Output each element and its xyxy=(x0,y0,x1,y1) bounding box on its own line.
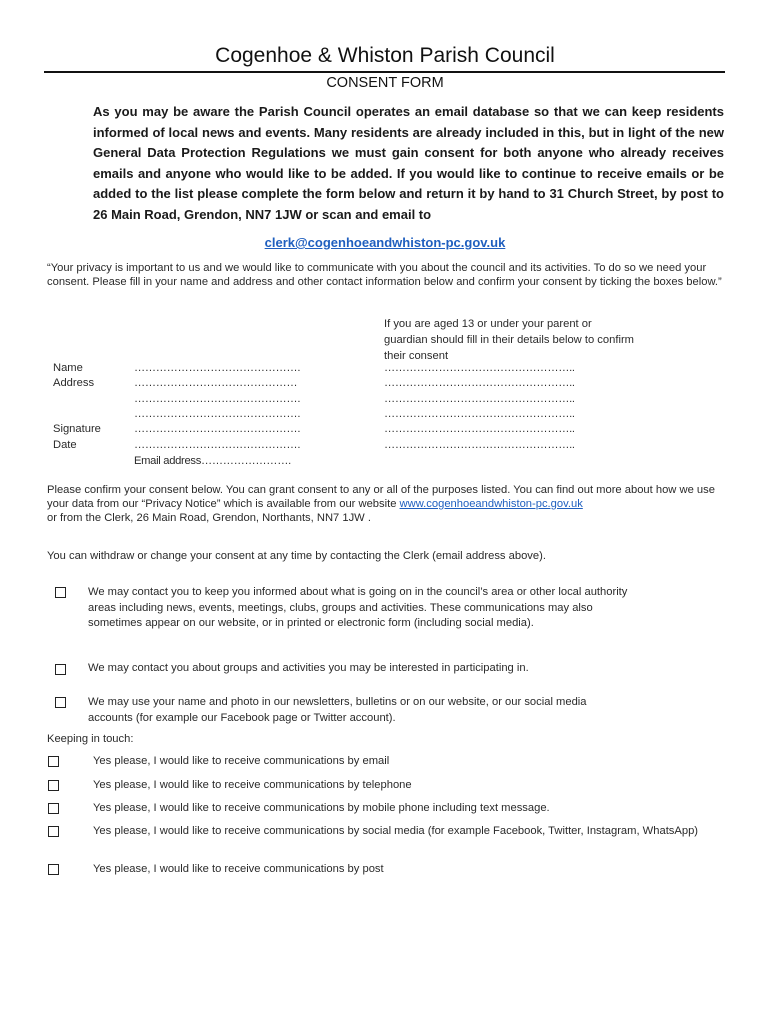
address-field-3[interactable]: ………………………………………. xyxy=(134,408,301,420)
privacy-statement: “Your privacy is important to us and we would like to communicate with you about the council and its activities. To do so we need your consent. Please fill in your name and address and other contact information below and confirm your consent by ticking the boxes below.” xyxy=(47,262,722,288)
comm-option-telephone: Yes please, I would like to receive communications by telephone xyxy=(93,779,412,791)
website-link[interactable]: www.cogenhoeandwhiston-pc.gov.uk xyxy=(399,497,583,510)
signature-field[interactable]: ………………………………………. xyxy=(134,423,301,435)
intro-paragraph: As you may be aware the Parish Council operates an email database so that we can keep residents informed of local news and events. Many residents are already included in this, but in light of the new General Data Protection Regulations we must gain consent for both anyone who already receives emails and anyone who would like to be added. If you would like to continue to receive emails or be added to the list please complete the form below and return it by hand to 31 Church Street, by post to 26 Main Road, Grendon, NN7 1JW or scan and email to xyxy=(93,104,724,222)
consent-checkbox-groups[interactable] xyxy=(55,664,66,675)
confirm-address: or from the Clerk, 26 Main Road, Grendon, Northants, NN7 1JW . xyxy=(47,511,371,524)
consent-checkbox-photo[interactable] xyxy=(55,697,66,708)
address-field-2[interactable]: ………………………………………. xyxy=(134,393,301,405)
address-label: Address xyxy=(53,377,95,389)
title-divider xyxy=(44,71,725,73)
comm-option-post: Yes please, I would like to receive communications by post xyxy=(93,863,384,875)
guardian-address-field-2[interactable]: …………………………………………….. xyxy=(384,393,575,405)
consent-option-groups: We may contact you about groups and activities you may be interested in participating in. xyxy=(88,662,529,674)
guardian-note: If you are aged 13 or under your parent or guardian should fill in their details below to confirm their consent xyxy=(384,318,634,362)
comm-checkbox-post[interactable] xyxy=(48,864,59,875)
guardian-name-field[interactable]: …………………………………………….. xyxy=(384,362,575,374)
consent-option-news: We may contact you to keep you informed about what is going on in the council’s area or other local authority areas including news, events, meetings, clubs, groups and activities. These communications may also sometimes appear on our website, or in printed or electronic form (including social media). xyxy=(88,586,628,629)
withdraw-note: You can withdraw or change your consent at any time by contacting the Clerk (email address above). xyxy=(47,550,546,562)
confirm-paragraph xyxy=(47,484,737,525)
email-address-field[interactable]: Email address……………………. xyxy=(134,455,291,467)
guardian-date-field[interactable]: …………………………………………….. xyxy=(384,439,575,451)
guardian-signature-field[interactable]: …………………………………………….. xyxy=(384,423,575,435)
form-subtitle: CONSENT FORM xyxy=(326,75,444,91)
name-label: Name xyxy=(53,362,83,374)
comm-option-email: Yes please, I would like to receive communications by email xyxy=(93,755,390,767)
confirm-text: Please confirm your consent below. You can grant consent to any or all of the purposes listed. You can find out more about how we use your data from our “Privacy Notice” which is available from our website xyxy=(47,484,715,510)
comm-option-social: Yes please, I would like to receive communications by social media (for example Facebook, Twitter, Instagram, WhatsApp) xyxy=(93,825,699,837)
name-field[interactable]: ………………………………………. xyxy=(134,362,301,374)
date-label: Date xyxy=(53,439,77,451)
clerk-email-link[interactable]: clerk@cogenhoeandwhiston-pc.gov.uk xyxy=(264,235,506,250)
comm-checkbox-telephone[interactable] xyxy=(48,780,59,791)
date-field[interactable]: ………………………………………. xyxy=(134,439,301,451)
comm-checkbox-social[interactable] xyxy=(48,826,59,837)
guardian-address-field-1[interactable]: …………………………………………….. xyxy=(384,377,575,389)
signature-label: Signature xyxy=(53,423,101,435)
page-title: Cogenhoe & Whiston Parish Council xyxy=(215,44,555,67)
consent-checkbox-news[interactable] xyxy=(55,587,66,598)
comm-option-mobile: Yes please, I would like to receive communications by mobile phone including text message. xyxy=(93,802,550,814)
consent-option-photo: We may use your name and photo in our newsletters, bulletins or on our website, or our social media accounts (for example our Facebook page or Twitter account). xyxy=(88,696,587,724)
guardian-address-field-3[interactable]: …………………………………………….. xyxy=(384,408,575,420)
keeping-in-touch-heading: Keeping in touch: xyxy=(47,733,134,745)
address-field-1[interactable]: ……………………………………… xyxy=(134,377,298,389)
comm-checkbox-email[interactable] xyxy=(48,756,59,767)
comm-checkbox-mobile[interactable] xyxy=(48,803,59,814)
